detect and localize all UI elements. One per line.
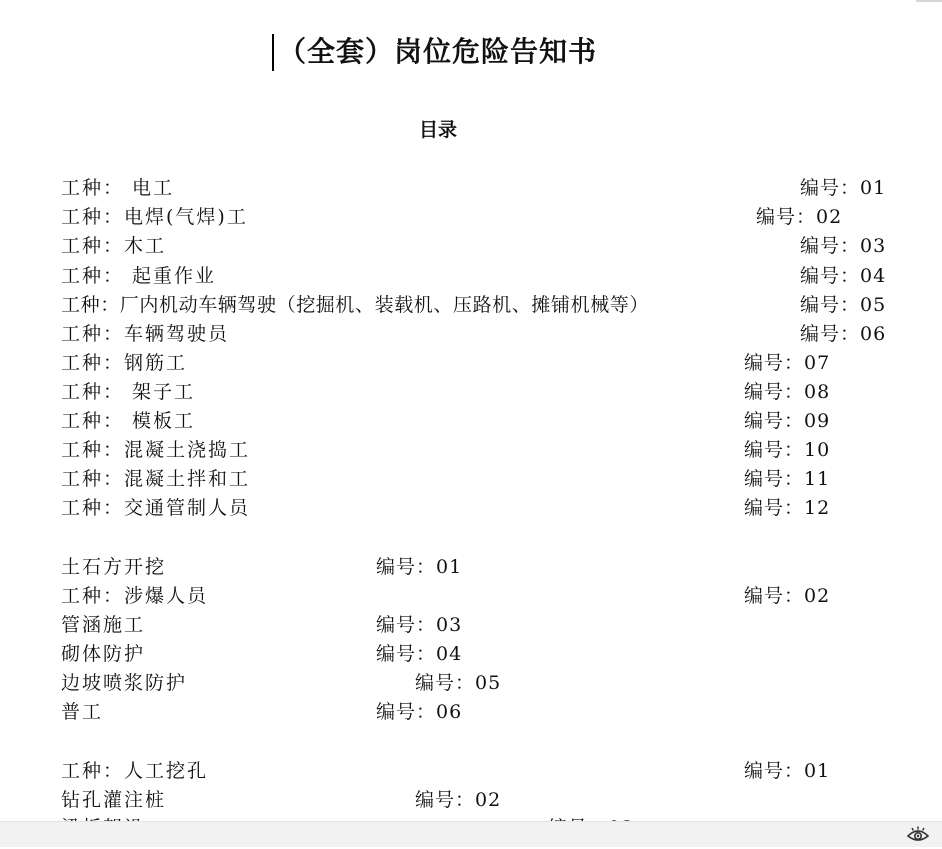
- toc-entry-label: 工种： 模板工: [61, 410, 196, 432]
- toc-entry-code: 编号：06: [376, 701, 463, 723]
- toc-entry-label: 工种： 起重作业: [61, 265, 217, 287]
- toc-entry-code: 编号：08: [744, 381, 831, 403]
- window-edge: [916, 0, 942, 2]
- toc-entry-label: 工种：混凝土浇捣工: [61, 439, 251, 461]
- toc-entry-code: 编号：12: [744, 497, 831, 519]
- toc-entry[interactable]: [0, 320, 942, 349]
- toc-entry-label: 砌体防护: [61, 643, 146, 665]
- toc-entry-code: 编号：03: [800, 235, 887, 257]
- toc-entry-code: 编号：02: [744, 585, 831, 607]
- toc-entry-code: 编号：04: [800, 265, 887, 287]
- toc-entry[interactable]: [0, 407, 942, 436]
- toc-entry-code: 编号：09: [744, 410, 831, 432]
- toc-entry[interactable]: [0, 378, 942, 407]
- toc-entry[interactable]: [0, 669, 942, 698]
- toc-entry-label: 工种：厂内机动车辆驾驶（挖掘机、装载机、压路机、摊铺机械等）: [61, 294, 650, 316]
- toc-entry-label: 土石方开挖: [61, 556, 167, 578]
- toc-entry-code: 编号：02: [756, 206, 843, 228]
- toc-entry[interactable]: [0, 494, 942, 523]
- toc-entry-code: 编号：04: [376, 643, 463, 665]
- toc-entry[interactable]: [0, 232, 942, 261]
- toc-entry[interactable]: [0, 757, 942, 786]
- toc-entry-code: 编号：11: [744, 468, 831, 490]
- status-bar: [0, 821, 942, 847]
- text-cursor: [272, 34, 274, 71]
- toc-entry-label: 工种： 架子工: [61, 381, 196, 403]
- toc-entry-label: 工种：车辆驾驶员: [61, 323, 230, 345]
- toc-entry[interactable]: [0, 436, 942, 465]
- toc-entry[interactable]: [0, 553, 942, 582]
- toc-entry-label: 普工: [61, 701, 104, 723]
- toc-entry-code: 编号：01: [800, 177, 887, 199]
- toc-entry[interactable]: [0, 786, 942, 815]
- toc-entry[interactable]: [0, 203, 942, 232]
- toc-entry[interactable]: [0, 465, 942, 494]
- toc-entry-label: 边坡喷浆防护: [61, 672, 188, 694]
- toc-entry-label: 钻孔灌注桩: [61, 789, 167, 811]
- toc-heading: 目录: [418, 119, 457, 141]
- toc-entry[interactable]: [0, 582, 942, 611]
- toc-entry[interactable]: [0, 640, 942, 669]
- toc-entry[interactable]: [0, 291, 942, 320]
- toc-entry-label: 工种：钢筋工: [61, 352, 188, 374]
- toc-entry-code: 编号：05: [415, 672, 502, 694]
- toc-entry-code: 编号：02: [415, 789, 502, 811]
- toc-entry-label: 工种：电焊(气焊)工: [61, 206, 248, 228]
- toc-entry-code: 编号：07: [744, 352, 831, 374]
- toc-entry-code: 编号：10: [744, 439, 831, 461]
- toc-entry-label: 工种：人工挖孔: [61, 760, 209, 782]
- toc-entry[interactable]: [0, 262, 942, 291]
- toc-entry-label: 管涵施工: [61, 614, 146, 636]
- toc-entry[interactable]: [0, 349, 942, 378]
- toc-entry[interactable]: [0, 611, 942, 640]
- toc-entry-label: 工种：涉爆人员: [61, 585, 209, 607]
- document-title: （全套）岗位危险告知书: [278, 35, 598, 68]
- toc-entry[interactable]: [0, 174, 942, 203]
- toc-entry-label: 工种：木工: [61, 235, 167, 257]
- toc-entry-code: 编号：06: [800, 323, 887, 345]
- toc-entry-label: 工种：混凝土拌和工: [61, 468, 251, 490]
- eye-icon[interactable]: [906, 825, 930, 845]
- toc-entry[interactable]: [0, 698, 942, 727]
- toc-entry-code: 编号：05: [800, 294, 887, 316]
- toc-entry-code: 编号：01: [376, 556, 463, 578]
- toc-entry-code: 编号：03: [376, 614, 463, 636]
- toc-entry-label: 工种：交通管制人员: [61, 497, 251, 519]
- toc-entry-label: 工种： 电工: [61, 177, 175, 199]
- toc-entry-code: 编号：01: [744, 760, 831, 782]
